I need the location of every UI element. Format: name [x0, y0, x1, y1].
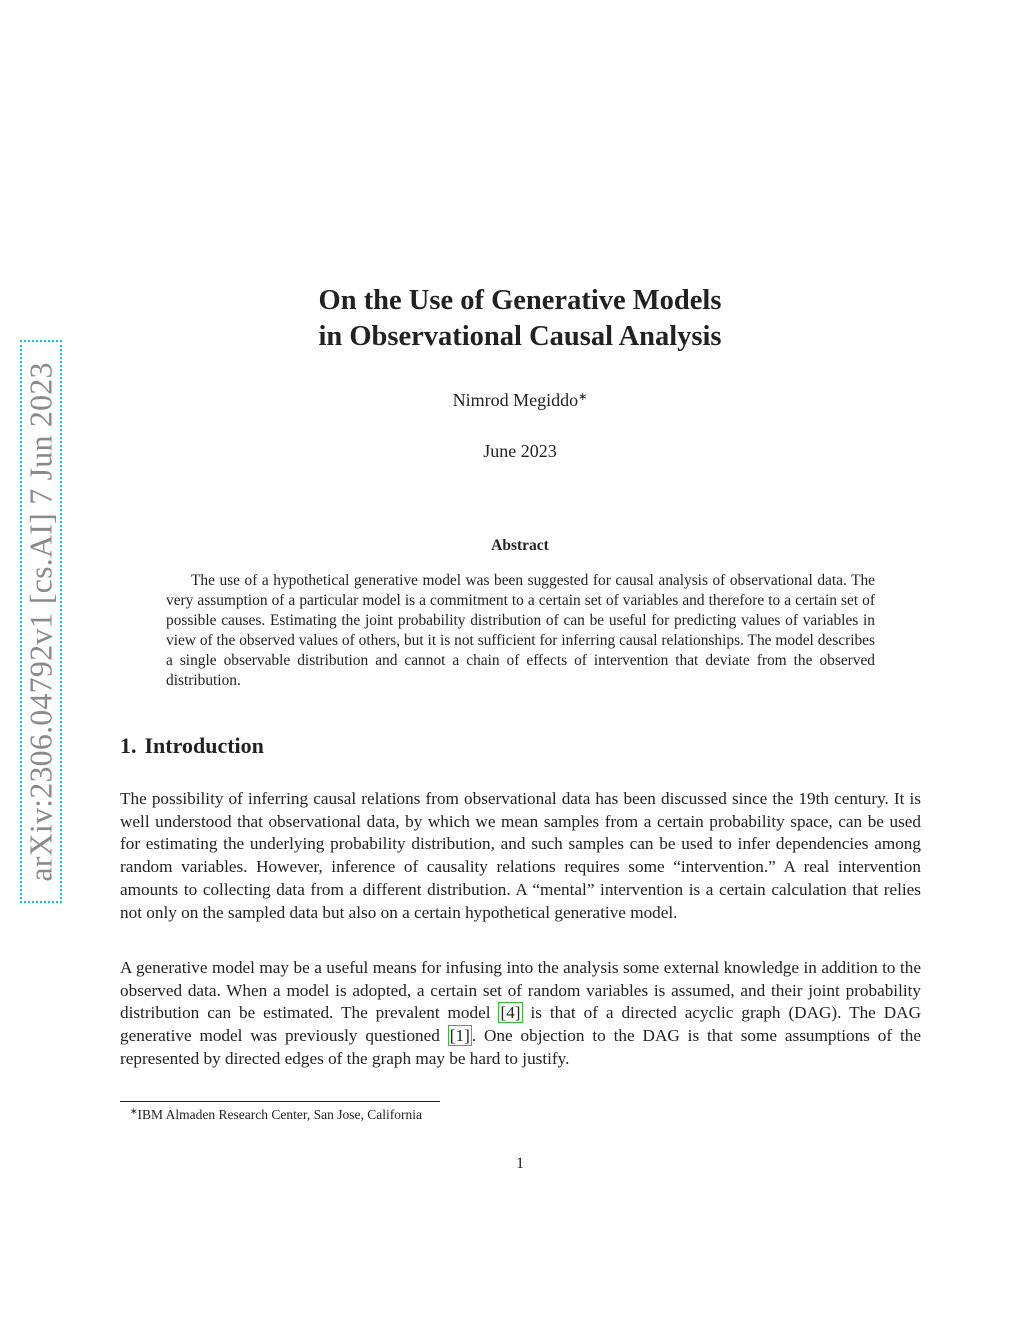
section-title: Introduction — [144, 733, 264, 758]
paragraph-2-text-2: is that of a directed acyclic graph (DAG). The DAG generative model was previously questioned — [120, 1003, 921, 1046]
title-line-1: On the Use of Generative Models — [318, 285, 722, 316]
citation-link-1[interactable]: [1] — [449, 1026, 470, 1046]
abstract-heading: Abstract — [491, 537, 549, 554]
footnote-mark: ∗ — [130, 1106, 138, 1116]
author — [120, 390, 920, 411]
page-number: 1 — [516, 1155, 524, 1172]
abstract-body-text: The use of a hypothetical generative model was been suggested for causal analysis of observational data. The very assumption of a particular model is a commitment to a certain set of variables and therefore to a certain set of possible causes. Estimating the joint probability distribution of can be useful for predicting values of variables in view of the observed values of others, but it is not sufficient for inferring causal relationships. The model describes a single observable distribution and cannot a chain of effects of intervention that deviate from the observed distribution. — [166, 572, 875, 689]
section-number: 1. — [120, 733, 137, 758]
paragraph-2-text-1: A generative model may be a useful means for infusing into the analysis some external knowledge in addition to the observed data. When a model is adopted, a certain set of random variables is assumed, and their joint probability distribution can be estimated. The prevalent model — [120, 958, 921, 1023]
author-footnote-mark[interactable]: ∗ — [578, 391, 588, 403]
introduction-paragraph-2 — [120, 957, 921, 1071]
footnote-text: IBM Almaden Research Center, San Jose, California — [137, 1107, 422, 1122]
arxiv-identifier-text: arXiv:2306.04792v1 [cs.AI] 7 Jun 2023 — [22, 361, 59, 882]
title-line-2: in Observational Causal Analysis — [318, 321, 722, 352]
section-heading-introduction — [120, 733, 264, 759]
citation-link-4[interactable]: [4] — [500, 1003, 521, 1023]
arxiv-identifier-stamp[interactable] — [20, 340, 62, 903]
abstract-text — [166, 571, 875, 691]
publication-date: June 2023 — [483, 441, 557, 461]
footnote-divider — [120, 1101, 440, 1102]
introduction-paragraph-1: The possibility of inferring causal relations from observational data has been discussed since the 19th century. It is well understood that observational data, by which we mean samples from a certain probability space, can be used for estimating the underlying probability distribution, and such samples can be used to infer dependencies among random variables. However, inference of causality relations requires some “intervention.” A real intervention amounts to collecting data from a different distribution. A “mental” intervention is a certain calculation that relies not only on the sampled data but also on a certain hypothetical generative model. — [120, 789, 921, 922]
author-name: Nimrod Megiddo — [452, 390, 579, 410]
paper-title — [120, 283, 920, 355]
paragraph-2-text-3: . One objection to the DAG is that some assumptions of the represented by directed edges of the graph may be hard to justify. — [120, 1026, 921, 1068]
footnote — [130, 1106, 422, 1123]
